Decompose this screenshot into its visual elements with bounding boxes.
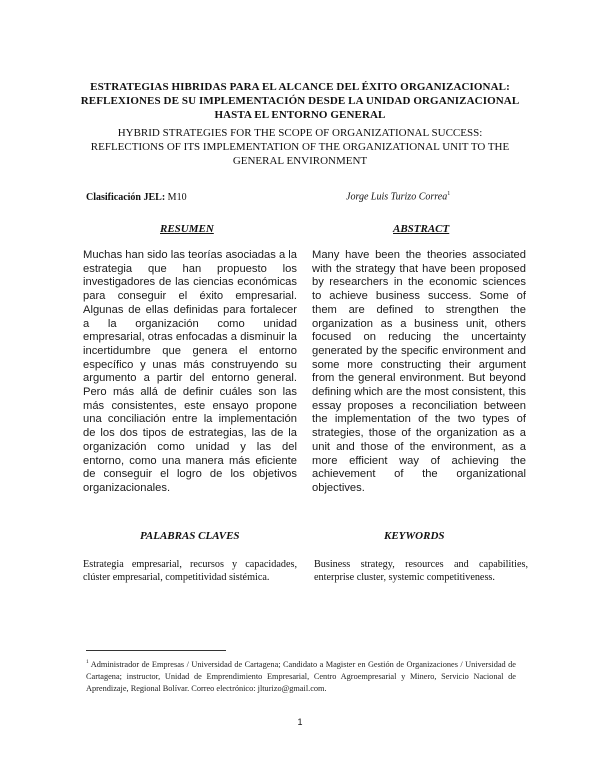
author-name [346, 191, 450, 202]
jel-code: M10 [167, 192, 187, 203]
footnote [86, 656, 516, 695]
english-title-line-2: REFLECTIONS OF ITS IMPLEMENTATION OF THE ORGANIZATIONAL UNIT TO THE [90, 141, 510, 153]
palabras-claves-text: Estrategia empresarial, recursos y capacidades, clúster empresarial, competitividad sistémica. [83, 559, 297, 584]
english-title-line-3: GENERAL ENVIRONMENT [232, 155, 368, 167]
resumen-text: Muchas han sido las teorías asociadas a la estrategia que han propuesto los investigadores de las ciencias económicas para conseguir el éxito empresarial. Algunas de ellas definidas para fortalecer a la organización como unidad empresarial, otras enfocadas a disminuir la incertidumbre que genera el entorno específico y unas más construyendo su argumento a partir del entorno general. Pero más allá de definir cuáles son las más consistentes, este ensayo propone una conciliación entre la implementación de los dos tipos de estrategias, las de la organización como unidad y las del entorno, como una manera más eficiente de conseguir el logro de los objetivos organizacionales. [83, 249, 297, 494]
footnote-separator [86, 650, 226, 651]
keywords-heading: KEYWORDS [384, 530, 445, 542]
jel-classification [86, 192, 187, 203]
jel-label: Clasificación JEL: [86, 192, 166, 203]
english-title [70, 126, 530, 168]
author-footnote-marker: 1 [447, 191, 451, 197]
english-title-line-1: HYBRID STRATEGIES FOR THE SCOPE OF ORGANIZATIONAL SUCCESS: [117, 127, 483, 139]
resumen-heading: RESUMEN [160, 223, 214, 235]
abstract-text: Many have been the theories associated with the strategy that have been proposed by researchers in the economic sciences to achieve business success. Some of them are defined to strengthen the organization as a business unit, others focused on reducing the uncertainty generated by the specific environment and some more constructing their argument from the general environment. But beyond defining which are the most consistent, this essay proposes a reconciliation between the implementation of the two types of strategies, those of the organization as a unit and those of the environment, as a more efficient way of achieving the achievement of the organizational objectives. [312, 249, 526, 494]
spanish-title [70, 80, 530, 122]
footnote-marker: 1 [86, 659, 89, 665]
spanish-title-line-3: HASTA EL ENTORNO GENERAL [214, 109, 386, 121]
page-number: 1 [297, 717, 303, 727]
palabras-claves-heading: PALABRAS CLAVES [140, 530, 240, 542]
abstract-heading: ABSTRACT [393, 223, 450, 235]
keywords-text: Business strategy, resources and capabilities, enterprise cluster, systemic competitiveness. [314, 559, 528, 584]
author-text: Jorge Luis Turizo Correa [346, 191, 448, 203]
spanish-title-line-1: ESTRATEGIAS HIBRIDAS PARA EL ALCANCE DEL ÉXITO ORGANIZACIONAL: [90, 81, 510, 93]
footnote-text: Administrador de Empresas / Universidad de Cartagena; Candidato a Magister en Gestión de Organizaciones / Universidad de Cartagena; instructor, Unidad de Emprendimiento Empresarial, Centro Agroempresarial y Minero, Servicio Nacional de Aprendizaje, Regional Bolívar. Correo electrónico: jlturizo@gmail.com. [86, 659, 516, 694]
spanish-title-line-2: REFLEXIONES DE SU IMPLEMENTACIÓN DESDE LA UNIDAD ORGANIZACIONAL [80, 95, 520, 107]
